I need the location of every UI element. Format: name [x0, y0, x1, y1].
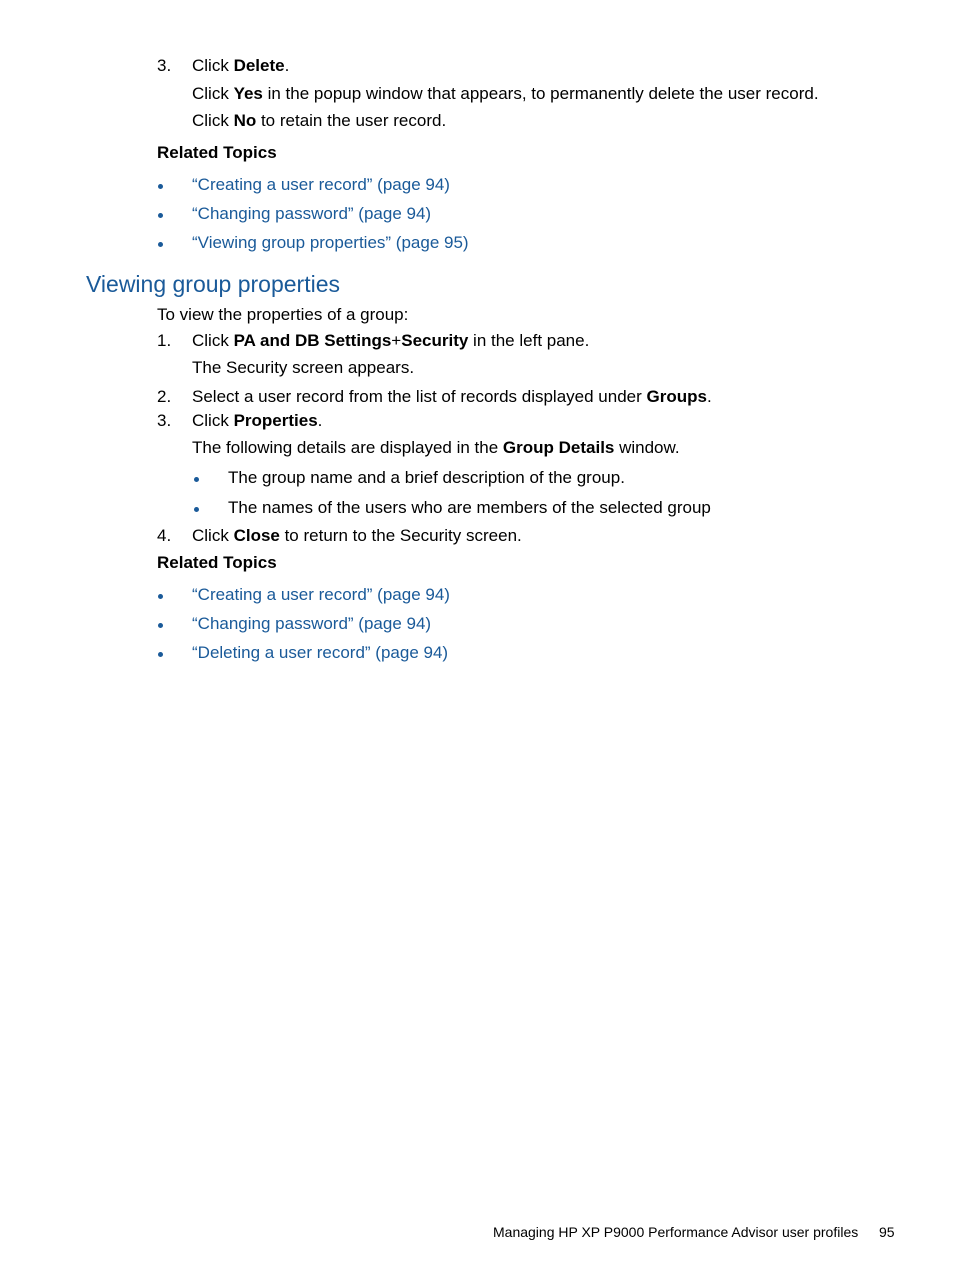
related-link[interactable]: “Creating a user record” (page 94)	[192, 175, 450, 194]
step-text: Click PA and DB Settings+Security in the left pane.	[192, 331, 590, 350]
step-number: 2.	[157, 387, 172, 406]
bullet-icon	[194, 477, 199, 482]
bullet-icon	[158, 623, 163, 628]
related-link[interactable]: “Deleting a user record” (page 94)	[192, 643, 449, 662]
ui-term: Close	[233, 526, 280, 545]
step-result: The Security screen appears.	[192, 358, 415, 377]
related-link[interactable]: “Viewing group properties” (page 95)	[192, 233, 469, 252]
step-detail: Click Yes in the popup window that appears, to permanently delete the user record.	[192, 84, 819, 103]
step-result: The following details are displayed in the Group Details window.	[192, 438, 680, 457]
ui-term: Security	[401, 331, 469, 350]
related-topics-heading: Related Topics	[157, 553, 277, 572]
step-number: 1.	[157, 331, 172, 350]
bullet-icon	[158, 213, 163, 218]
step-number: 3.	[157, 56, 172, 75]
detail-item: The names of the users who are members of the selected group	[228, 498, 711, 517]
page-number: 95	[879, 1224, 895, 1240]
related-topics-heading: Related Topics	[157, 143, 277, 162]
bullet-icon	[158, 652, 163, 657]
step-text: Click Delete.	[192, 56, 290, 75]
detail-item: The group name and a brief description of the group.	[228, 468, 625, 487]
footer-title: Managing HP XP P9000 Performance Advisor user profiles	[493, 1224, 859, 1240]
step-text: Click Properties.	[192, 411, 323, 430]
related-link[interactable]: “Changing password” (page 94)	[192, 204, 432, 223]
step-number: 3.	[157, 411, 172, 430]
bullet-icon	[158, 242, 163, 247]
step-text: Select a user record from the list of records displayed under Groups.	[192, 387, 712, 406]
ui-term: No	[233, 111, 257, 130]
bullet-icon	[194, 507, 199, 512]
step-number: 4.	[157, 526, 172, 545]
ui-term: Groups	[646, 387, 707, 406]
ui-term: Delete	[233, 56, 285, 75]
step-detail: Click No to retain the user record.	[192, 111, 447, 130]
ui-term: Properties	[233, 411, 318, 430]
related-link[interactable]: “Creating a user record” (page 94)	[192, 585, 450, 604]
section-title: Viewing group properties	[86, 271, 341, 297]
ui-term: Group Details	[502, 438, 615, 457]
ui-term: Yes	[233, 84, 263, 103]
section-intro: To view the properties of a group:	[157, 305, 409, 324]
bullet-icon	[158, 594, 163, 599]
bullet-icon	[158, 184, 163, 189]
step-text: Click Close to return to the Security screen.	[192, 526, 522, 545]
ui-term: PA and DB Settings	[233, 331, 392, 350]
related-link[interactable]: “Changing password” (page 94)	[192, 614, 432, 633]
